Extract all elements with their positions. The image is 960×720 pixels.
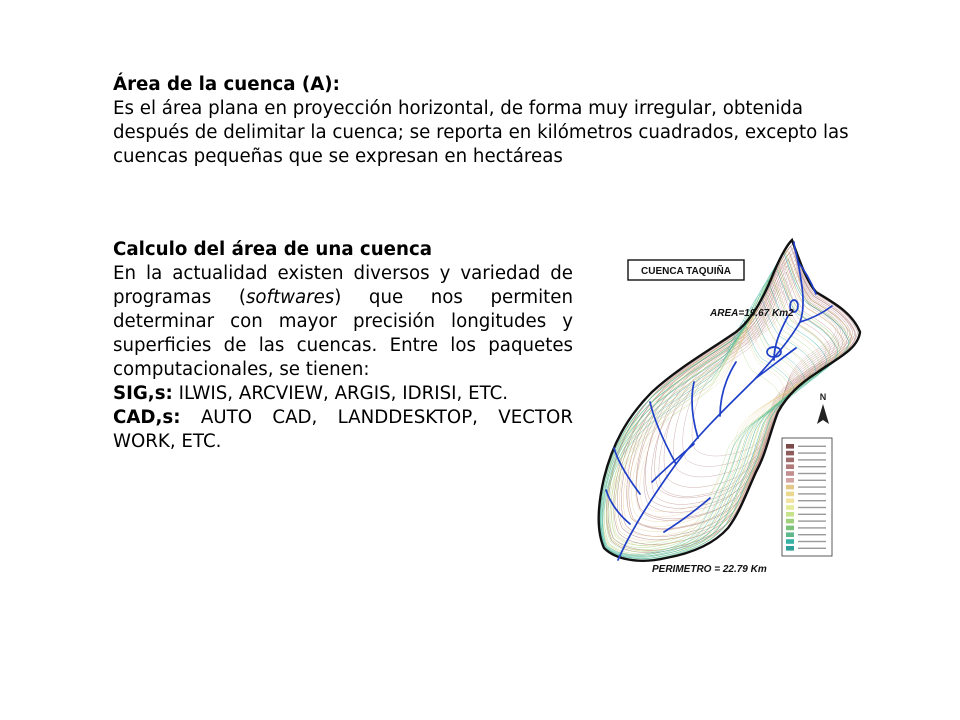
legend-entry-line bbox=[798, 486, 826, 487]
map-title: CUENCA TAQUIÑA bbox=[641, 266, 731, 277]
legend-entry-line bbox=[798, 514, 826, 515]
cad-label: CAD,s: bbox=[113, 407, 181, 428]
body-text-italic: softwares bbox=[245, 287, 335, 308]
section-heading-area: Área de la cuenca (A): bbox=[113, 74, 340, 95]
legend-swatch bbox=[786, 485, 794, 490]
legend-entry-line bbox=[798, 534, 826, 535]
legend-swatch bbox=[786, 451, 794, 456]
cad-line bbox=[113, 406, 573, 454]
river-tributary bbox=[606, 490, 630, 524]
legend-entry-line bbox=[798, 548, 826, 549]
legend-swatch bbox=[786, 444, 794, 449]
legend-entry-line bbox=[798, 527, 826, 528]
legend-entry-line bbox=[798, 473, 826, 474]
section-body-calculation bbox=[113, 262, 573, 382]
legend-entry-line bbox=[798, 493, 826, 494]
legend-entry-line bbox=[798, 507, 826, 508]
north-label: N bbox=[819, 392, 827, 402]
legend-swatch bbox=[786, 546, 794, 551]
body-text-part1: En la actualidad existen diversos y variedad de programas ( bbox=[113, 263, 573, 308]
body-text-part2: ) que nos permiten determinar con mayor precisión longitudes y superficies de las cuencas. Entre los paquetes computacionales, se tienen: bbox=[113, 287, 573, 380]
section-area-calculation bbox=[113, 238, 573, 454]
legend-entry-line bbox=[798, 541, 826, 542]
legend-swatch bbox=[786, 519, 794, 524]
legend-swatch bbox=[786, 478, 794, 483]
legend-swatch bbox=[786, 532, 794, 537]
sig-label: SIG,s: bbox=[113, 383, 173, 404]
area-label: AREA=19.67 Km2 bbox=[710, 308, 794, 319]
legend-swatch bbox=[786, 512, 794, 517]
legend-entry-line bbox=[798, 480, 826, 481]
watershed-map-svg bbox=[570, 232, 870, 594]
legend-swatch bbox=[786, 464, 794, 469]
legend-swatch bbox=[786, 492, 794, 497]
legend-swatch bbox=[786, 539, 794, 544]
section-area-definition bbox=[113, 73, 873, 169]
north-arrow-icon bbox=[817, 392, 829, 424]
section-heading-calculation: Calculo del área de una cuenca bbox=[113, 239, 433, 260]
section-body-area: Es el área plana en proyección horizontal, de forma muy irregular, obtenida después de delimitar la cuenca; se reporta en kilómetros cuadrados, excepto las cuencas pequeñas que se expresan en hectáreas bbox=[113, 98, 849, 167]
map-legend bbox=[782, 438, 832, 556]
watershed-map bbox=[570, 232, 870, 594]
cad-text: AUTO CAD, LANDDESKTOP, VECTOR WORK, ETC. bbox=[113, 407, 573, 452]
legend-entry-line bbox=[798, 446, 826, 447]
sig-text: ILWIS, ARCVIEW, ARGIS, IDRISI, ETC. bbox=[172, 383, 509, 404]
legend-swatch bbox=[786, 471, 794, 476]
legend-swatch bbox=[786, 526, 794, 531]
sig-line bbox=[113, 382, 573, 406]
river-tributary bbox=[652, 444, 694, 482]
legend-entry-line bbox=[798, 459, 826, 460]
legend-swatch bbox=[786, 505, 794, 510]
legend-swatch bbox=[786, 458, 794, 463]
legend-entry-line bbox=[798, 466, 826, 467]
legend-entry-line bbox=[798, 452, 826, 453]
perimeter-label: PERIMETRO = 22.79 Km bbox=[652, 564, 767, 575]
legend-entry-line bbox=[798, 520, 826, 521]
legend-swatch bbox=[786, 498, 794, 503]
legend-entry-line bbox=[798, 500, 826, 501]
